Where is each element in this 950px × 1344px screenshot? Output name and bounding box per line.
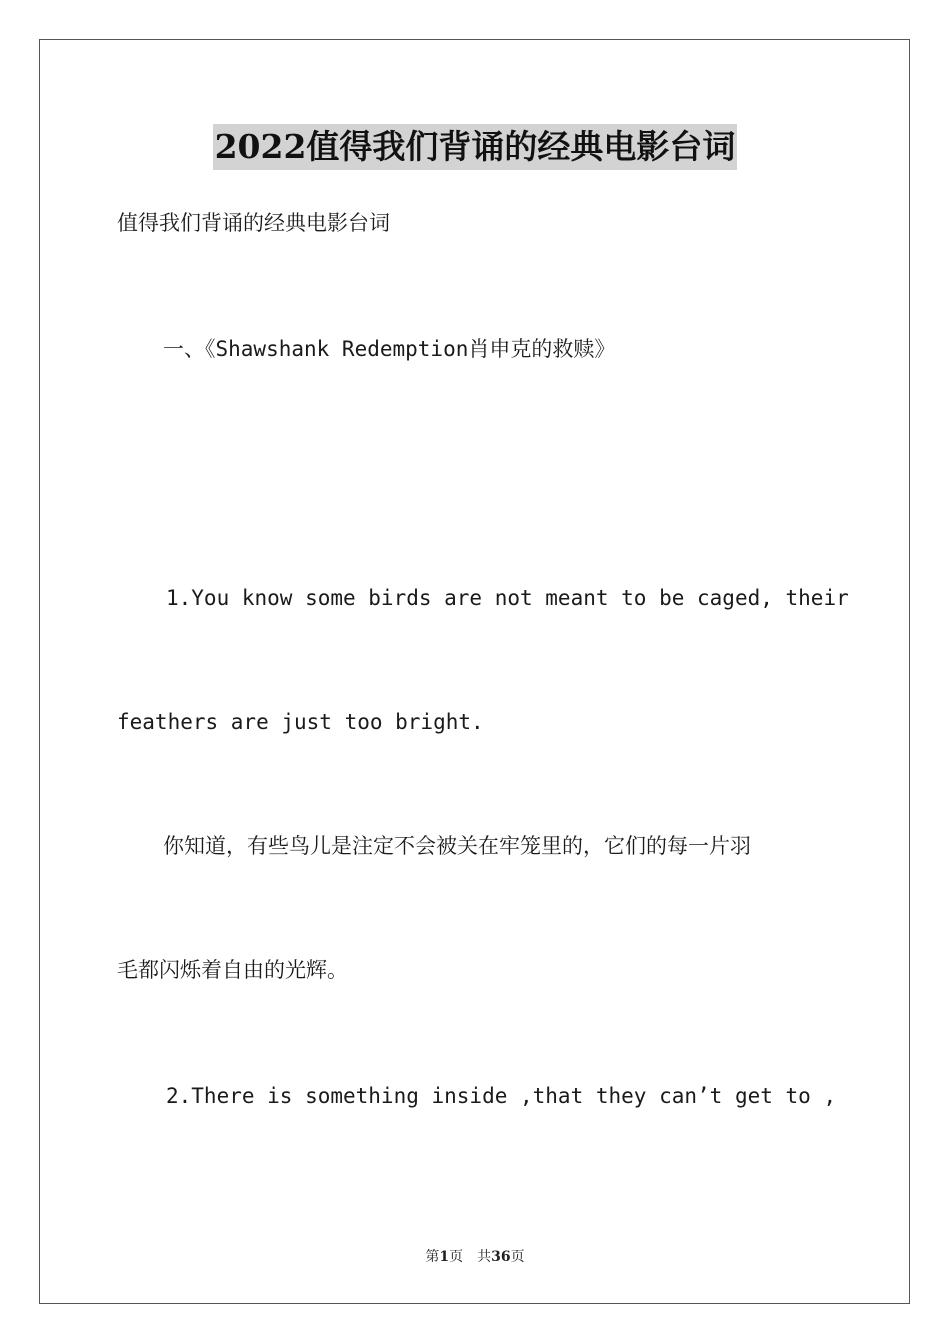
total-label-suffix: 页 [510, 1249, 525, 1265]
page-footer [0, 1248, 950, 1266]
quote-1-chinese-line-2: 毛都闪烁着自由的光辉。 [117, 958, 348, 982]
quote-1-chinese-line-1: 你知道，有些鸟儿是注定不会被关在牢笼里的，它们的每一片羽 [163, 834, 751, 858]
total-label-prefix: 共 [477, 1249, 492, 1265]
document-title: 2022值得我们背诵的经典电影台词 [213, 124, 738, 170]
page-label-prefix: 第 [425, 1249, 440, 1265]
quote-1-english-line-2: feathers are just too bright. [117, 710, 484, 734]
section-heading: 一、《Shawshank Redemption肖申克的救赎》 [163, 337, 616, 361]
document-subtitle: 值得我们背诵的经典电影台词 [117, 211, 390, 235]
total-pages: 36 [491, 1249, 511, 1265]
page-label-suffix: 页 [449, 1249, 464, 1265]
quote-2-english-line-1: 2.There is something inside ,that they can’t get to , [166, 1084, 837, 1108]
title-container [0, 124, 950, 170]
quote-1-english-line-1: 1.You know some birds are not meant to be caged, their [166, 586, 849, 610]
page-number: 1 [439, 1249, 450, 1265]
